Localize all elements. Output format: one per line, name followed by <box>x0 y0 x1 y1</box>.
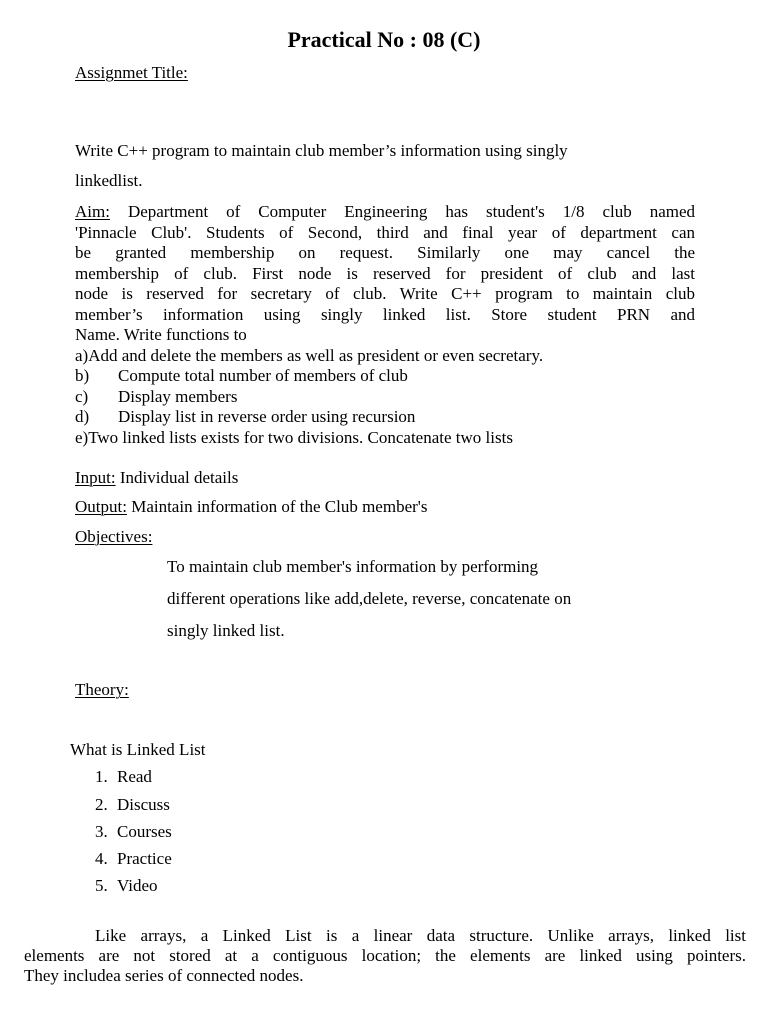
aim-item-text: Compute total number of members of club <box>118 366 408 385</box>
list-item-label: Read <box>117 767 152 786</box>
list-item <box>95 876 158 896</box>
aim-line: 'Pinnacle Club'. Students of Second, third and final year of department can <box>75 222 695 242</box>
input-row <box>75 468 238 488</box>
aim-text: Department of Computer Engineering has student's 1/8 club named <box>127 202 696 221</box>
linked-list-paragraph <box>24 926 746 986</box>
output-label: Output: <box>75 497 127 516</box>
aim-first-line <box>75 202 695 223</box>
objectives-line: To maintain club member's information by performing <box>167 557 539 576</box>
theory-label: Theory: <box>75 680 129 699</box>
aim-item-key: b) <box>75 366 90 385</box>
input-text: Individual details <box>119 468 239 487</box>
aim-section <box>75 202 695 448</box>
aim-label: Aim: <box>75 202 110 221</box>
paragraph-line: They includea series of connected nodes. <box>24 966 304 985</box>
assignment-line: linkedlist. <box>75 171 143 190</box>
aim-item-key: d) <box>75 407 90 426</box>
output-row <box>75 497 427 517</box>
list-item-number: 4. <box>95 849 108 868</box>
aim-line: node is reserved for secretary of club. Write C++ program to maintain club <box>75 284 695 303</box>
aim-line: membership of club. First node is reserved for president of club and last <box>75 263 695 283</box>
linked-list-heading: What is Linked List <box>70 740 206 759</box>
list-item <box>95 849 172 869</box>
input-label: Input: <box>75 468 116 487</box>
list-item <box>95 767 152 787</box>
paragraph-line: Like arrays, a Linked List is a linear data structure. Unlike arrays, linked list <box>95 926 746 945</box>
list-item-number: 5. <box>95 876 108 895</box>
assignment-line: Write C++ program to maintain club member’s information using singly <box>75 141 568 160</box>
page-title: Practical No : 08 (C) <box>287 27 481 52</box>
aim-item-b <box>75 366 695 387</box>
list-item-number: 3. <box>95 822 108 841</box>
output-text: Maintain information of the Club member's <box>131 497 428 516</box>
aim-line: Name. Write functions to <box>75 325 247 344</box>
objectives-label: Objectives: <box>75 527 153 546</box>
paragraph-line: elements are not stored at a contiguous location; the elements are linked using pointers. <box>24 946 746 965</box>
aim-line: be granted membership on request. Similarly one may cancel the <box>75 243 695 262</box>
list-item-number: 2. <box>95 795 108 814</box>
aim-item-text: Display list in reverse order using recursion <box>118 407 416 426</box>
aim-item-key: c) <box>75 386 89 406</box>
list-item-number: 1. <box>95 767 108 786</box>
objectives-line: singly linked list. <box>167 621 285 640</box>
aim-item-a: a)Add and delete the members as well as president or even secretary. <box>75 345 544 365</box>
list-item <box>95 822 172 842</box>
list-item-label: Video <box>117 876 158 895</box>
list-item <box>95 795 170 815</box>
list-item-label: Practice <box>117 849 172 868</box>
aim-item-c <box>75 387 695 408</box>
list-item-label: Discuss <box>117 795 170 814</box>
aim-item-text: Display members <box>118 386 238 406</box>
aim-line: member’s information using singly linked list. Store student PRN and <box>75 304 695 324</box>
assignment-title-label: Assignmet Title: <box>75 63 188 82</box>
objectives-line: different operations like add,delete, reverse, concatenate on <box>167 589 572 608</box>
list-item-label: Courses <box>117 822 172 841</box>
aim-item-d <box>75 407 695 428</box>
aim-item-e: e)Two linked lists exists for two divisions. Concatenate two lists <box>75 427 513 447</box>
